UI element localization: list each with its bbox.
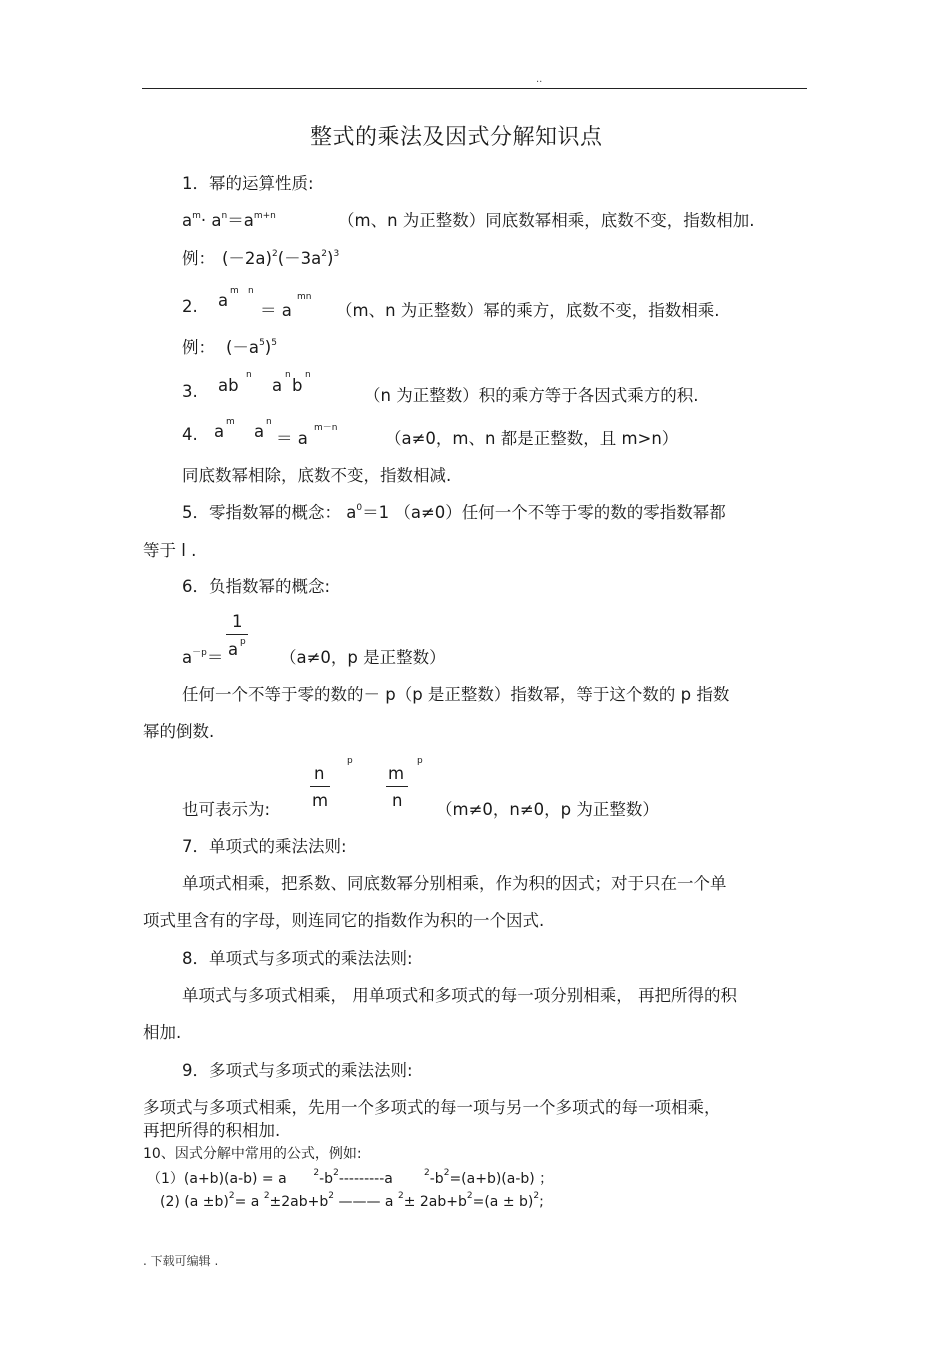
page-title: 整式的乘法及因式分解知识点 [310, 125, 603, 150]
s2-eq: ＝ a [260, 301, 292, 320]
s2-sup-m: m [230, 286, 239, 296]
s6-f1-numerator: n [314, 764, 325, 783]
s2-note: （m、n 为正整数）幂的乘方，底数不变，指数相乘. [336, 301, 720, 320]
s2-base: a [218, 291, 229, 310]
s6-fraction-bar [226, 634, 248, 635]
s3-a: a [272, 376, 283, 395]
s4-a2: a [254, 422, 265, 441]
footer-text: . 下载可编辑 . [143, 1254, 219, 1268]
s3-sup-n2: n [285, 370, 291, 380]
s6-f2-denominator: n [392, 791, 403, 810]
s8-line2: 相加. [143, 1023, 182, 1042]
s7-line1: 单项式相乘，把系数、同底数幂分别相乘，作为积的因式；对于只在一个单 [182, 874, 727, 893]
s2-example-label: 例： [182, 338, 215, 357]
header-mark: .. [536, 74, 543, 85]
s3-ab: ab [218, 376, 239, 395]
s6-denominator: a [228, 640, 239, 659]
s7-line2: 项式里含有的字母，则连同它的指数作为积的一个因式. [143, 911, 545, 930]
s5-line1: 5．零指数幂的概念： $a^0=1$ （a≠0）任何一个不等于零的数的零指数幂都 [182, 503, 726, 522]
s4-a1: a [214, 422, 225, 441]
s10-formula-2: (2) $(a \pm b)^2= a$ $^2\pm 2ab+b^2$ ——— a $^2\pm 2ab+b^2=(a \pm b)^2$; [160, 1191, 544, 1210]
s1-example-label: 例： [182, 249, 215, 268]
s4-note: （a≠0，m、n 都是正整数，且 m>n） [385, 429, 679, 448]
s3-sup-n1: n [246, 370, 252, 380]
s6-also-label: 也可表示为: [182, 800, 271, 819]
s2-number: 2. [182, 297, 198, 316]
s6-f2-bar [386, 786, 408, 787]
s3-number: 3. [182, 382, 198, 401]
s6-den-sup-p: p [240, 637, 246, 647]
s5-line2: 等于 l . [143, 541, 197, 560]
s7-heading: 7．单项式的乘法法则: [182, 837, 347, 856]
s6-heading: 6．负指数幂的概念: [182, 577, 331, 596]
s8-line1: 单项式与多项式相乘， 用单项式和多项式的每一项分别相乘， 再把所得的积 [182, 986, 737, 1005]
s9-line2: 再把所得的积相加. [143, 1121, 281, 1140]
s8-heading: 8．单项式与多项式的乘法法则: [182, 949, 413, 968]
s10-formula-1: （1）(a+b)(a-b) = a $^2-b^2---------a$ $^2-b^2=(a+b)(a-b)$ ； [147, 1168, 554, 1187]
s6-f2-sup: p [417, 756, 423, 766]
s6-f1-denominator: m [312, 791, 329, 810]
s6-lhs: $a^{-p}=$ [182, 648, 224, 667]
s4-sup-m: m [226, 417, 235, 427]
s4-sup-n: n [266, 417, 272, 427]
s3-sup-n3: n [305, 370, 311, 380]
header-rule [142, 88, 807, 89]
s4-line2: 同底数幂相除，底数不变，指数相减. [182, 466, 452, 485]
s6-f2-numerator: m [388, 764, 405, 783]
s2-example: $(-a^5)^5$ [226, 338, 277, 357]
s6-f1-sup: p [347, 756, 353, 766]
s6-numerator: 1 [232, 612, 243, 631]
s4-eq: ＝ a [276, 429, 308, 448]
s1-heading: 1．幂的运算性质: [182, 174, 314, 193]
s6-note: （a≠0，p 是正整数） [280, 648, 446, 667]
s10-heading: 10、因式分解中常用的公式，例如: [143, 1146, 362, 1162]
s4-sup-mn: m－n [314, 423, 338, 433]
s3-b: b [292, 376, 303, 395]
s1-formula: $a^m\cdot a^n=a^{m+n}$ [182, 211, 276, 230]
s4-number: 4. [182, 425, 198, 444]
s9-heading: 9．多项式与多项式的乘法法则: [182, 1061, 413, 1080]
s6-para1: 任何一个不等于零的数的－ p（p 是正整数）指数幂，等于这个数的 p 指数 [182, 685, 730, 704]
s6-f1-bar [310, 786, 330, 787]
s3-note: （n 为正整数）积的乘方等于各因式乘方的积. [364, 386, 699, 405]
s9-line1: 多项式与多项式相乘，先用一个多项式的每一项与另一个多项式的每一项相乘， [143, 1098, 721, 1117]
s6-also-note: （m≠0，n≠0，p 为正整数） [436, 800, 659, 819]
s2-sup-n: n [248, 286, 254, 296]
s6-para2: 幂的倒数. [143, 722, 215, 741]
s2-sup-mn: mn [297, 292, 312, 302]
s1-example: $(-2a)^2(-3a^2)^3$ [222, 249, 340, 268]
s1-note: （m、n 为正整数）同底数幂相乘，底数不变，指数相加. [338, 211, 755, 230]
